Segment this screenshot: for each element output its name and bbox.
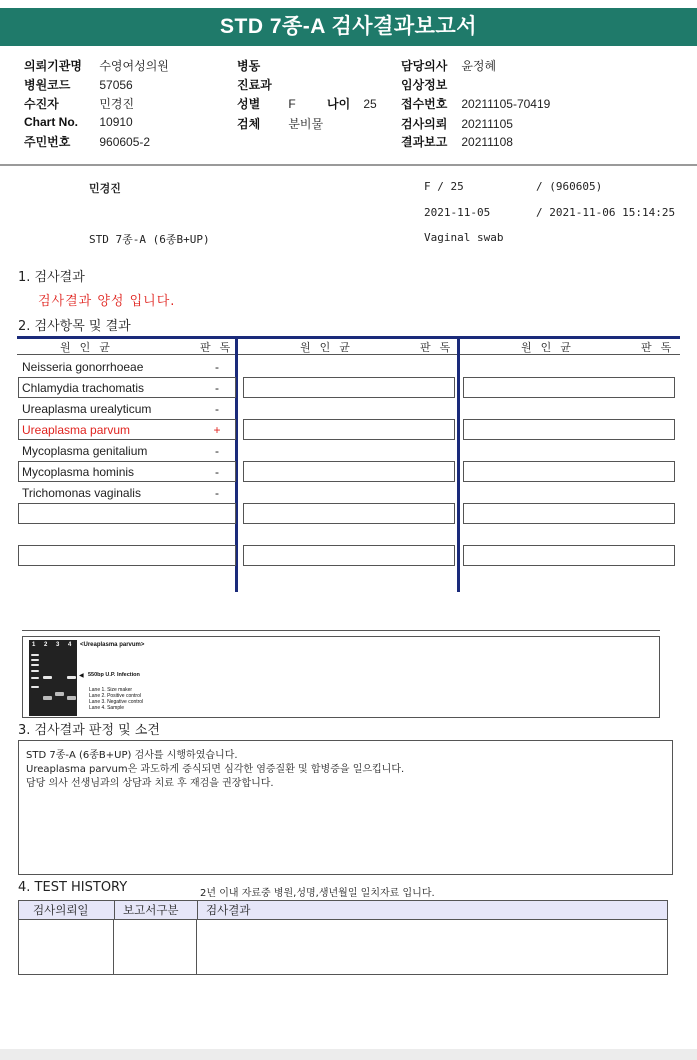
empty-row-box (243, 377, 455, 398)
comment-line: STD 7종-A (6종B+UP) 검사를 시행하였습니다. (26, 750, 238, 761)
item-name: Mycoplasma hominis (22, 465, 135, 479)
gel-legend-item: Lane 3. Negative control (89, 699, 144, 705)
header-judge-2: 판독 (420, 341, 460, 354)
history-divider (113, 919, 114, 975)
ladder-band (31, 670, 39, 672)
comment-line: Ureaplasma parvum은 과도하게 증식되면 심각한 염증질환 및 합병증을 일으킵니다. (26, 764, 405, 775)
section2-heading: 2. 검사항목 및 결과 (18, 319, 131, 334)
primer-band (55, 692, 64, 696)
hospital-row (24, 57, 169, 74)
code-label: 병원코드 (24, 78, 71, 92)
item-result: - (215, 360, 219, 374)
lane-number: 2 (44, 642, 48, 648)
history-col-type: 보고서구분 (114, 900, 198, 920)
gel-top-line (22, 630, 660, 631)
rrn-row (24, 133, 150, 150)
code-row (24, 76, 133, 93)
age-value: 25 (363, 97, 377, 111)
empty-row-box (243, 461, 455, 482)
lane-number: 4 (68, 642, 72, 648)
positive-control-band (43, 676, 52, 679)
dept-label: 진료과 (237, 78, 272, 92)
ladder-band (31, 664, 39, 666)
item-name: Chlamydia trachomatis (22, 381, 145, 395)
specimen-value: 분비물 (288, 117, 324, 131)
ward-label: 병동 (237, 59, 261, 73)
hospital-label: 의뢰기관명 (24, 59, 82, 73)
rrn-label: 주민번호 (24, 135, 71, 149)
doctor-value: 윤정혜 (461, 59, 497, 73)
item-name: Trichomonas vaginalis (22, 486, 141, 500)
gel-legend-item: Lane 1. Size maker (89, 687, 133, 693)
receipt-label: 접수번호 (401, 97, 448, 111)
specimen-label: 검체 (237, 117, 261, 131)
receipt-row (401, 95, 550, 112)
report-row (401, 133, 513, 150)
item-result: - (215, 486, 219, 500)
result-message: 검사결과 양성 입니다. (38, 294, 176, 309)
chart-label: Chart No. (24, 115, 78, 129)
empty-row-box (463, 419, 675, 440)
empty-row-box (243, 545, 455, 566)
item-result: - (215, 444, 219, 458)
empty-row-box (463, 503, 675, 524)
item-name: Ureaplasma urealyticum (22, 402, 152, 416)
patient-value: 민경진 (99, 97, 135, 111)
header-pathogen-3: 원인균 (521, 341, 580, 354)
receipt-value: 20211105-70419 (461, 97, 551, 111)
summary-sex-age: F / 25 (424, 180, 464, 193)
section3-heading: 3. 검사결과 판정 및 소견 (18, 723, 160, 738)
summary-birth: / (960605) (536, 180, 603, 193)
history-body (18, 919, 668, 975)
specimen-row (237, 115, 323, 132)
lane-number: 3 (56, 642, 60, 648)
chart-value: 10910 (99, 115, 133, 129)
clinical-row (401, 76, 458, 93)
code-value: 57056 (99, 78, 133, 92)
section1-heading: 1. 검사결과 (18, 270, 85, 285)
header-judge-1: 판독 (200, 341, 240, 354)
gel-image (29, 640, 77, 716)
summary-name: 민경진 (89, 182, 121, 195)
header-judge-3: 판독 (641, 341, 681, 354)
request-row (401, 115, 513, 132)
empty-row-box (243, 503, 455, 524)
report-label: 결과보고 (401, 135, 448, 149)
empty-row-box (18, 545, 236, 566)
doctor-label: 담당의사 (401, 59, 448, 73)
item-name: Neisseria gonorrhoeae (22, 360, 144, 374)
sex-label: 성별 (237, 97, 261, 111)
ladder-band (31, 654, 39, 656)
comment-line: 담당 의사 선생님과의 상담과 치료 후 재검을 권장합니다. (26, 778, 274, 789)
sample-band (67, 676, 76, 679)
summary-date1: 2021-11-05 (424, 206, 491, 219)
section4-heading: 4. TEST HISTORY (18, 880, 128, 895)
item-result: - (215, 402, 219, 416)
history-note: 2년 이내 자료중 병원,성명,생년월일 일치자료 입니다. (200, 888, 435, 899)
item-name: Mycoplasma genitalium (22, 444, 148, 458)
band-label: 550bp U.P. Infection (88, 672, 140, 678)
header-pathogen-1: 원인균 (60, 341, 119, 354)
gel-legend-item: Lane 4. Sample (89, 705, 125, 711)
ladder-band (31, 686, 39, 688)
ladder-band (31, 677, 39, 679)
hospital-value: 수영여성의원 (99, 59, 169, 73)
patient-label: 수진자 (24, 97, 59, 111)
empty-row-box (463, 545, 675, 566)
rrn-value: 960605-2 (99, 135, 151, 149)
request-value: 20211105 (461, 117, 513, 131)
summary-test: STD 7종-A (6종B+UP) (89, 233, 210, 246)
page-bottom-band (0, 1049, 697, 1060)
empty-row-box (463, 377, 675, 398)
chart-row (24, 115, 133, 129)
item-result-positive: + (213, 423, 221, 437)
primer-band (43, 696, 52, 700)
gel-legend-item: Lane 2. Positive control (89, 693, 141, 699)
gel-caption: <Ureaplasma parvum> (80, 642, 145, 648)
band-arrow: ◀ (79, 673, 84, 679)
request-label: 검사의뢰 (401, 117, 448, 131)
item-result: - (215, 465, 219, 479)
doctor-row (401, 57, 496, 74)
empty-row-box (243, 419, 455, 440)
primer-band (67, 696, 76, 700)
age-row (327, 95, 377, 112)
ward-row (237, 57, 285, 74)
history-col-result: 검사결과 (197, 900, 668, 920)
sex-value: F (288, 97, 296, 111)
report-value: 20211108 (461, 135, 513, 149)
history-col-date: 검사의뢰일 (18, 900, 115, 920)
empty-row-box (18, 503, 236, 524)
clinical-label: 임상정보 (401, 78, 448, 92)
dept-row (237, 76, 285, 93)
header-divider (0, 164, 697, 166)
item-name-positive: Ureaplasma parvum (22, 423, 131, 437)
patient-row (24, 95, 134, 112)
summary-sample: Vaginal swab (424, 231, 504, 244)
item-result: - (215, 381, 219, 395)
empty-row-box (463, 461, 675, 482)
sex-row (237, 95, 296, 112)
lane-number: 1 (32, 642, 36, 648)
header-pathogen-2: 원인균 (300, 341, 359, 354)
table-divider-2 (457, 336, 460, 592)
ladder-band (31, 659, 39, 661)
history-divider (196, 919, 197, 975)
age-label: 나이 (327, 97, 351, 111)
report-title: STD 7종-A 검사결과보고서 (0, 8, 697, 46)
summary-date2: / 2021-11-06 15:14:25 (536, 206, 676, 219)
